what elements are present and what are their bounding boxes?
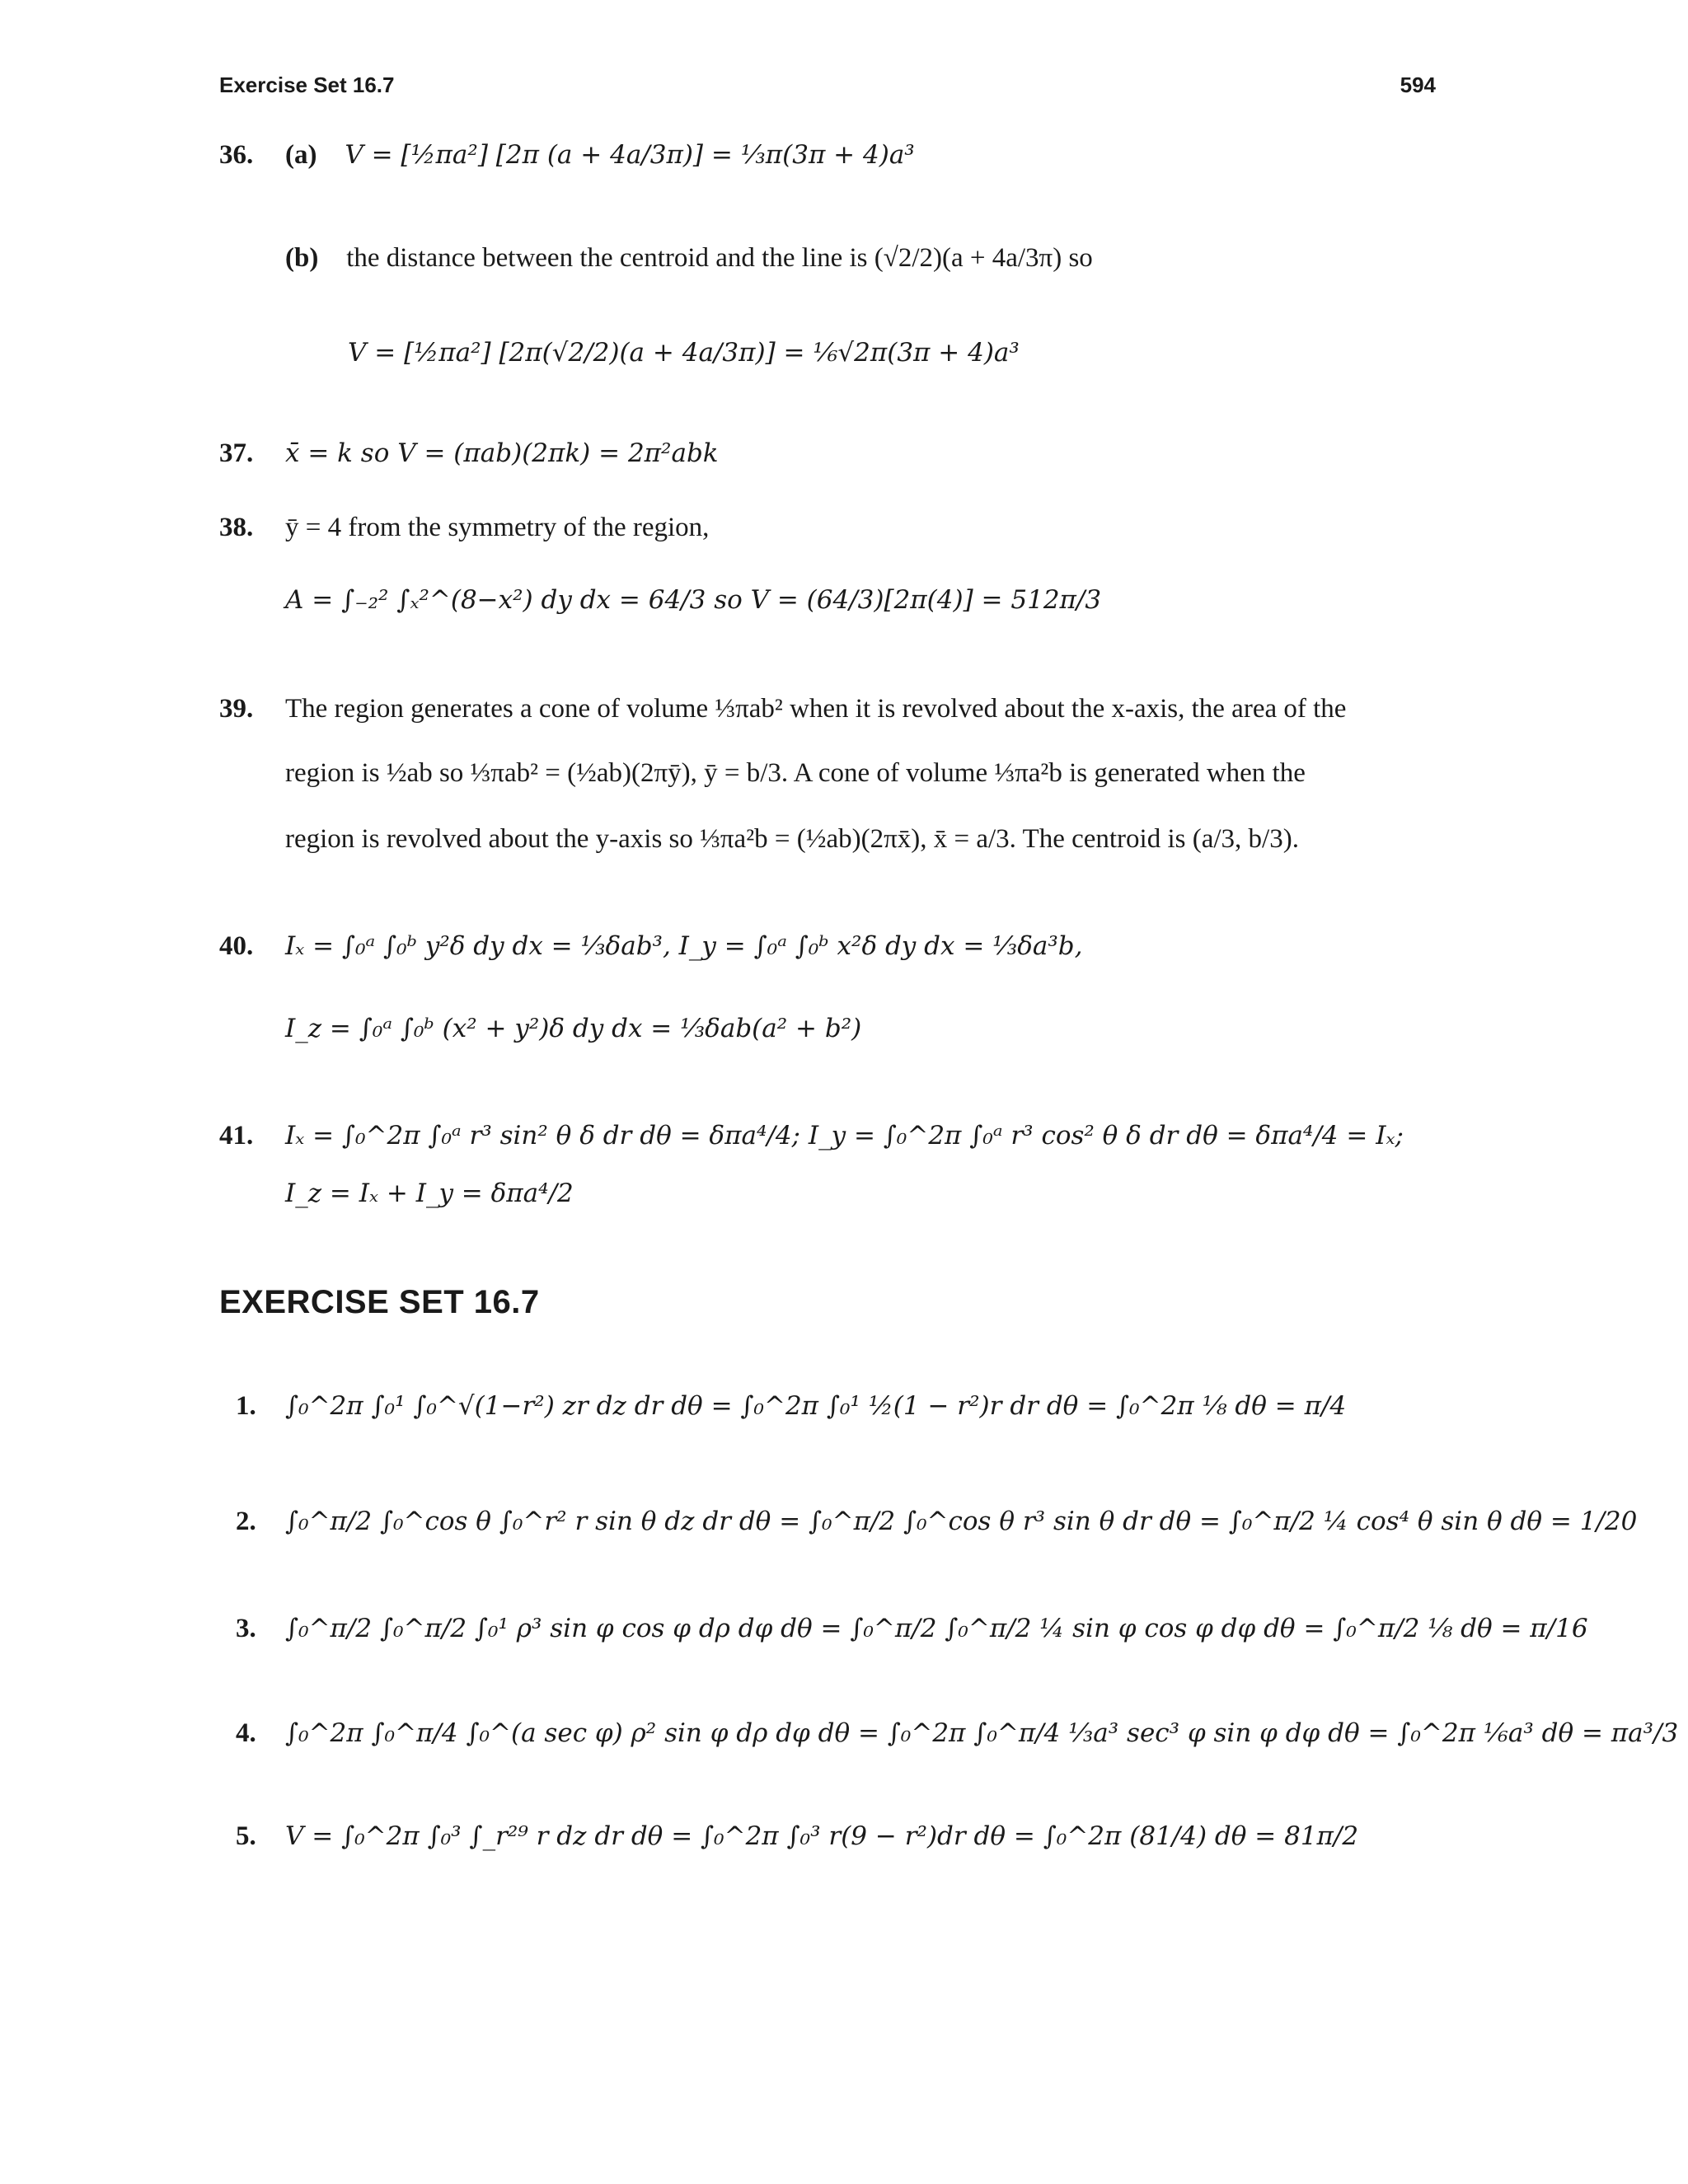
exercise-36-a: [285, 140, 915, 171]
equation: ∫₀^2π ∫₀¹ ∫₀^√(1−r²) zr dz dr dθ = ∫₀^2π ∫₀¹ ½(1 − r²)r dr dθ = ∫₀^2π ⅛ dθ = π/4: [285, 1391, 1347, 1421]
exercise-number: 36.: [219, 140, 254, 170]
exercise-number: 41.: [219, 1121, 254, 1151]
exercise-36-b: [285, 243, 1093, 274]
running-header-section: Exercise Set 16.7: [219, 73, 395, 97]
running-header-page-number: 594: [1400, 73, 1436, 97]
explanation-text: region is ½ab so ⅓πab² = (½ab)(2πȳ), ȳ = b/3. A cone of volume ⅓πa²b is generated when the: [285, 758, 1306, 788]
exercise-number: 38.: [219, 513, 254, 542]
exercise-number: 37.: [219, 438, 254, 468]
exercise-number: 5.: [236, 1821, 256, 1851]
equation: I_z = Iₓ + I_y = δπa⁴/2: [285, 1179, 574, 1208]
exercise-number: 1.: [236, 1391, 256, 1421]
equation: V = [½πa²] [2π (a + 4a/3π)] = ⅓π(3π + 4)a³: [345, 140, 915, 170]
exercise-number: 3.: [236, 1614, 256, 1643]
equation: x̄ = k so V = (πab)(2πk) = 2π²abk: [285, 438, 719, 468]
equation: A = ∫₋₂² ∫ₓ²^(8−x²) dy dx = 64/3 so V = (64/3)[2π(4)] = 512π/3: [285, 585, 1102, 615]
equation: V = [½πa²] [2π(√2/2)(a + 4a/3π)] = ⅙√2π(3π + 4)a³: [348, 338, 1020, 368]
equation: Iₓ = ∫₀^2π ∫₀ᵃ r³ sin² θ δ dr dθ = δπa⁴/4; I_y = ∫₀^2π ∫₀ᵃ r³ cos² θ δ dr dθ = δπa⁴/4 = Iₓ;: [285, 1121, 1404, 1151]
equation: ∫₀^π/2 ∫₀^π/2 ∫₀¹ ρ³ sin φ cos φ dρ dφ dθ = ∫₀^π/2 ∫₀^π/2 ¼ sin φ cos φ dφ dθ = ∫₀^π/2 ⅛ dθ = π/16: [285, 1614, 1588, 1643]
equation: ∫₀^2π ∫₀^π/4 ∫₀^(a sec φ) ρ² sin φ dρ dφ dθ = ∫₀^2π ∫₀^π/4 ⅓a³ sec³ φ sin φ dφ dθ = ∫₀^2π ⅙a³ dθ = πa³/3: [285, 1718, 1679, 1748]
explanation-text: ȳ = 4 from the symmetry of the region,: [285, 513, 710, 542]
part-label: (a): [285, 140, 317, 170]
explanation-text: region is revolved about the y-axis so ⅓πa²b = (½ab)(2πx̄), x̄ = a/3. The centroid is (a/3, b/3).: [285, 824, 1299, 854]
equation: V = ∫₀^2π ∫₀³ ∫_r²⁹ r dz dr dθ = ∫₀^2π ∫₀³ r(9 − r²)dr dθ = ∫₀^2π (81/4) dθ = 81π/2: [285, 1821, 1359, 1851]
equation: ∫₀^π/2 ∫₀^cos θ ∫₀^r² r sin θ dz dr dθ = ∫₀^π/2 ∫₀^cos θ r³ sin θ dr dθ = ∫₀^π/2 ¼ cos⁴ θ sin θ dθ = 1/20: [285, 1507, 1638, 1536]
exercise-number: 4.: [236, 1718, 256, 1748]
equation: I_z = ∫₀ᵃ ∫₀ᵇ (x² + y²)δ dy dx = ⅓δab(a² + b²): [285, 1014, 862, 1043]
exercise-number: 40.: [219, 931, 254, 961]
exercise-number: 39.: [219, 694, 254, 724]
section-heading: EXERCISE SET 16.7: [219, 1284, 540, 1320]
exercise-36-b-equation: [348, 338, 1020, 368]
exercise-number: 2.: [236, 1507, 256, 1536]
equation: Iₓ = ∫₀ᵃ ∫₀ᵇ y²δ dy dx = ⅓δab³, I_y = ∫₀ᵃ ∫₀ᵇ x²δ dy dx = ⅓δa³b,: [285, 931, 1083, 961]
explanation-text: the distance between the centroid and the line is (√2/2)(a + 4a/3π) so: [346, 243, 1093, 273]
part-label: (b): [285, 243, 319, 273]
explanation-text: The region generates a cone of volume ⅓πab² when it is revolved about the x-axis, the area of the: [285, 694, 1347, 724]
